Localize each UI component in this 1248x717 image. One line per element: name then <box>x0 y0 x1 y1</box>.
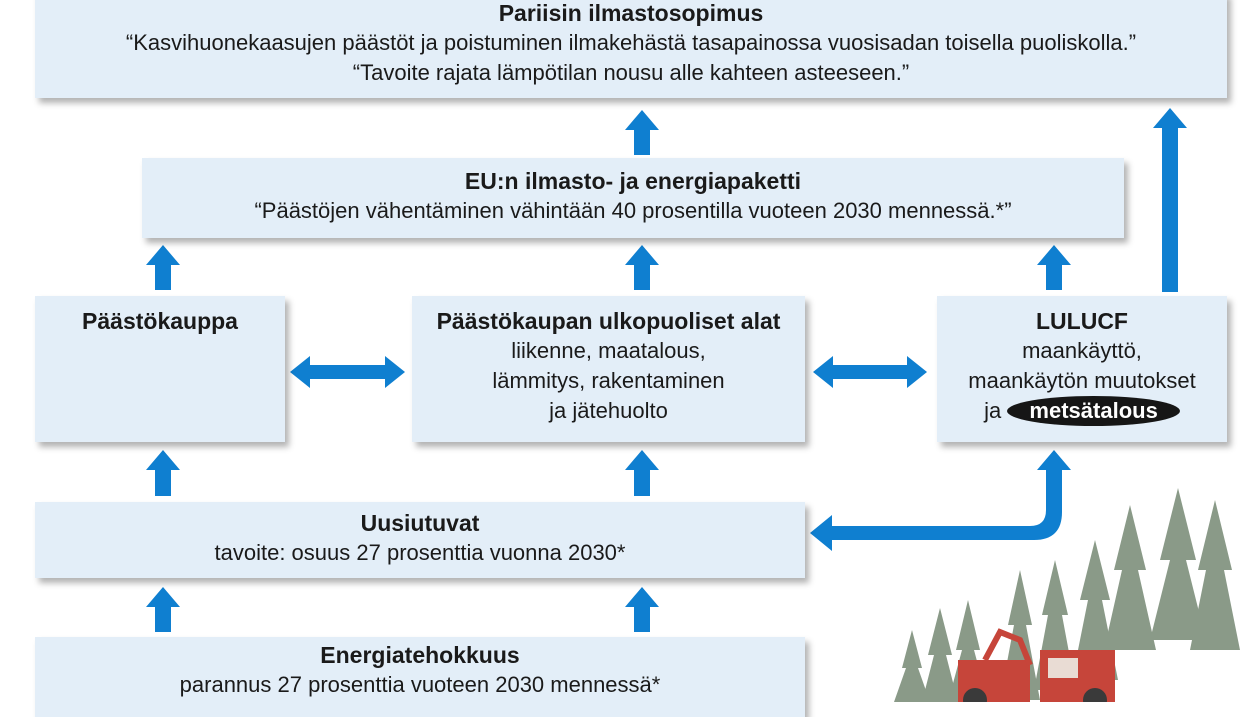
efficiency-title: Energiatehokkuus <box>320 642 520 668</box>
renewables-title: Uusiutuvat <box>360 510 480 536</box>
emissions-trading-title: Päästökauppa <box>82 308 238 334</box>
tree-icon <box>1104 505 1156 650</box>
non-trading-sectors-box <box>412 296 805 442</box>
renewables-target: tavoite: osuus 27 prosenttia vuonna 2030* <box>214 540 626 565</box>
tree-icon <box>894 630 930 702</box>
tree-icon <box>922 608 958 702</box>
non-trading-line-1: liikenne, maatalous, <box>511 338 706 363</box>
efficiency-target: parannus 27 prosenttia vuoteen 2030 mennessä* <box>179 672 661 697</box>
energy-efficiency-box <box>35 637 805 717</box>
eu-quote: “Päästöjen vähentäminen vähintään 40 prosentilla vuoteen 2030 mennessä.*” <box>254 198 1012 223</box>
lulucf-box <box>937 296 1227 442</box>
tree-icon <box>1190 500 1240 650</box>
lulucf-line-3-prefix: ja <box>984 398 1002 423</box>
lulucf-line-2: maankäytön muutokset <box>968 368 1196 393</box>
lulucf-title: LULUCF <box>1036 308 1128 334</box>
paris-title: Pariisin ilmastosopimus <box>498 0 764 26</box>
paris-agreement-box <box>35 0 1227 98</box>
emissions-trading-box <box>35 296 285 442</box>
lulucf-line-3 <box>937 396 1227 426</box>
forestry-highlight: metsätalous <box>1007 396 1179 426</box>
non-trading-line-3: ja jätehuolto <box>549 398 668 423</box>
renewables-box <box>35 502 805 578</box>
paris-quote-1: “Kasvihuonekaasujen päästöt ja poistuminen ilmakehästä tasapainossa vuosisadan toisella puoliskolla.” <box>125 30 1137 55</box>
eu-package-box <box>142 158 1124 238</box>
lulucf-line-1: maankäyttö, <box>1022 338 1142 363</box>
non-trading-title: Päästökaupan ulkopuoliset alat <box>436 308 781 334</box>
paris-quote-2: “Tavoite rajata lämpötilan nousu alle kahteen asteeseen.” <box>352 60 910 85</box>
eu-title: EU:n ilmasto- ja energiapaketti <box>464 168 802 194</box>
non-trading-line-2: lämmitys, rakentaminen <box>492 368 725 393</box>
